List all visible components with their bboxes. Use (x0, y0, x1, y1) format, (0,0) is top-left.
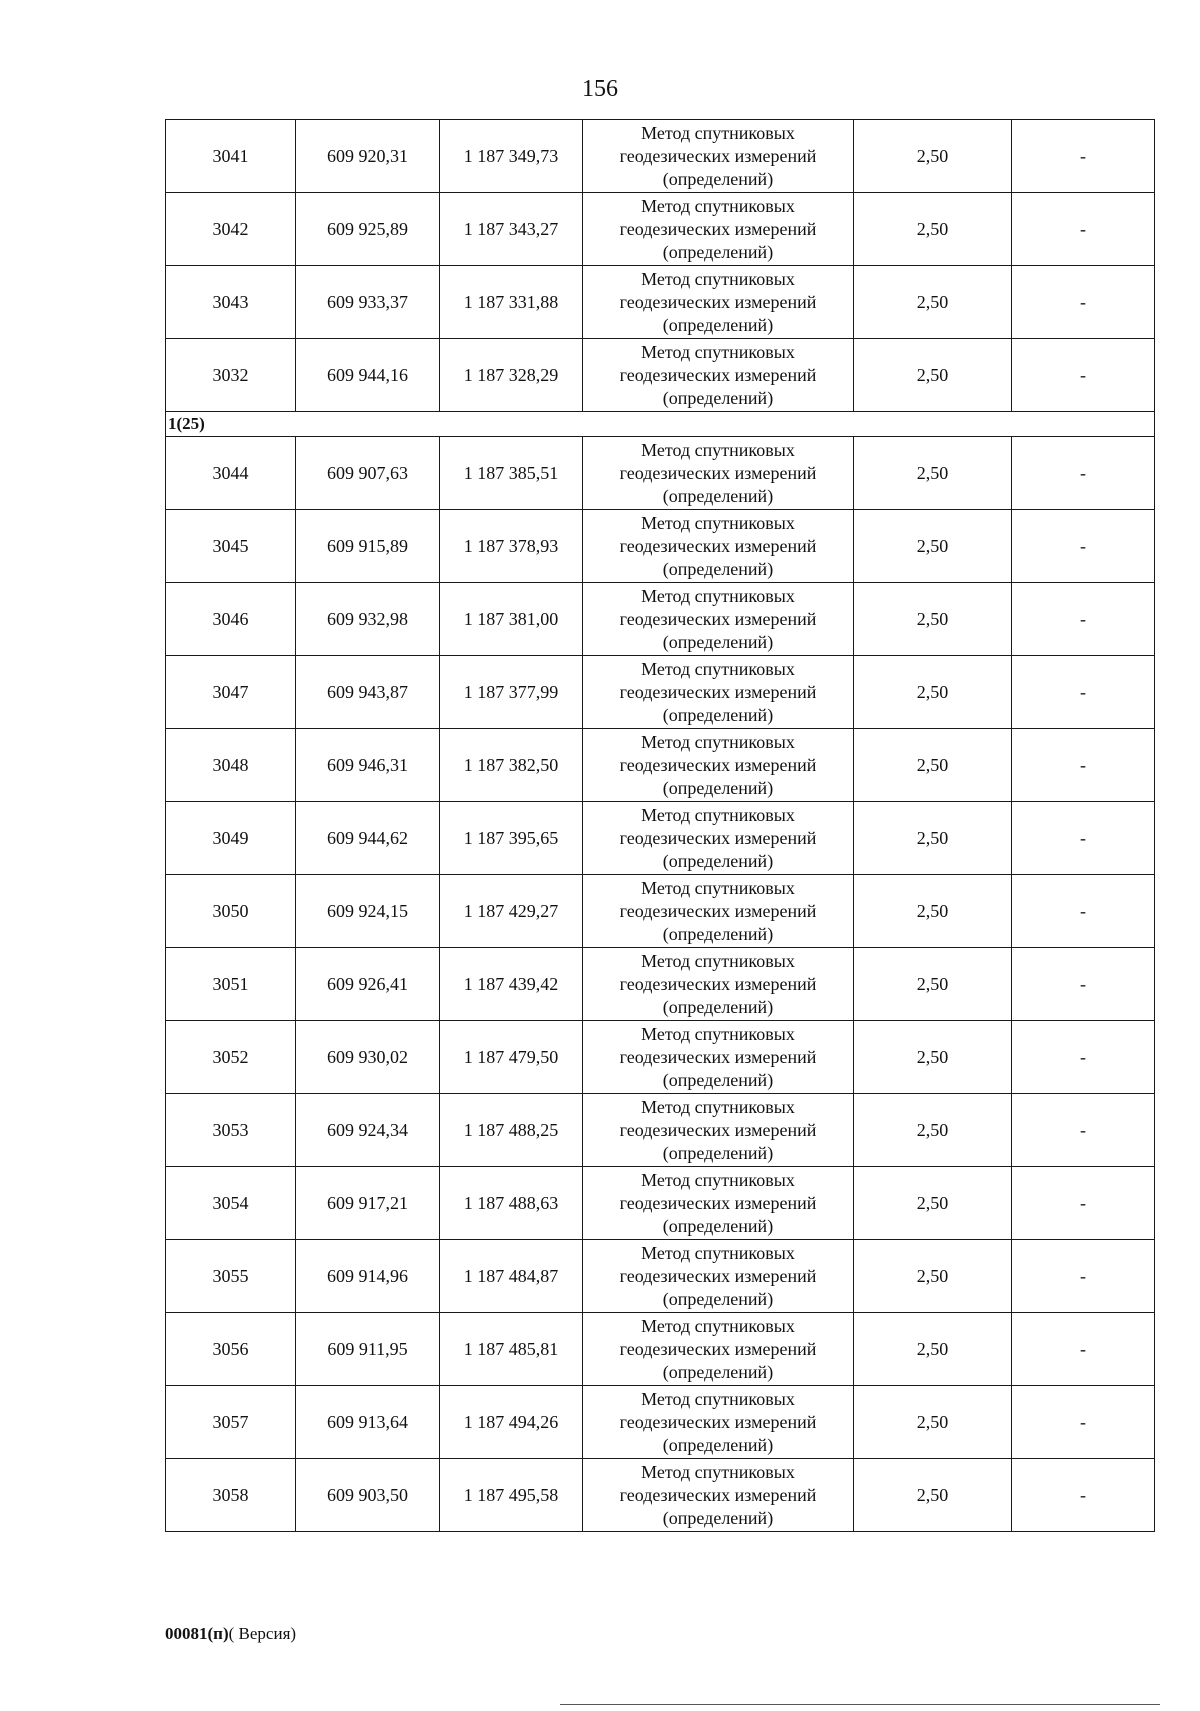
x-coordinate-cell: 609 930,02 (296, 1021, 440, 1094)
y-coordinate-cell: 1 187 343,27 (440, 193, 583, 266)
x-coordinate-cell: 609 917,21 (296, 1167, 440, 1240)
y-coordinate-cell: 1 187 349,73 (440, 120, 583, 193)
accuracy-cell: 2,50 (854, 120, 1012, 193)
method-line: Метод спутниковых (641, 268, 795, 289)
method-line: Метод спутниковых (641, 195, 795, 216)
accuracy-cell: 2,50 (854, 437, 1012, 510)
point-number-cell: 3041 (166, 120, 296, 193)
method-cell (583, 1313, 854, 1386)
accuracy-cell: 2,50 (854, 266, 1012, 339)
table-row (166, 339, 1155, 412)
method-line: геодезических измерений (619, 218, 817, 239)
accuracy-cell: 2,50 (854, 875, 1012, 948)
point-number-cell: 3042 (166, 193, 296, 266)
y-coordinate-cell: 1 187 479,50 (440, 1021, 583, 1094)
method-line: (определений) (662, 1215, 774, 1236)
note-cell: - (1012, 1240, 1155, 1313)
point-number-cell: 3049 (166, 802, 296, 875)
method-line: Метод спутниковых (641, 1242, 795, 1263)
page-number: 156 (582, 76, 618, 102)
method-line: геодезических измерений (619, 973, 817, 994)
method-line: (определений) (662, 241, 774, 262)
x-coordinate-cell: 609 924,15 (296, 875, 440, 948)
table-row (166, 729, 1155, 802)
point-number-cell: 3057 (166, 1386, 296, 1459)
table-row (166, 1313, 1155, 1386)
method-line: Метод спутниковых (641, 122, 795, 143)
method-line: (определений) (662, 558, 774, 579)
y-coordinate-cell: 1 187 485,81 (440, 1313, 583, 1386)
section-label: 1(25) (166, 412, 1155, 437)
y-coordinate-cell: 1 187 439,42 (440, 948, 583, 1021)
note-cell: - (1012, 1094, 1155, 1167)
y-coordinate-cell: 1 187 494,26 (440, 1386, 583, 1459)
y-coordinate-cell: 1 187 429,27 (440, 875, 583, 948)
x-coordinate-cell: 609 944,16 (296, 339, 440, 412)
method-cell (583, 339, 854, 412)
point-number-cell: 3055 (166, 1240, 296, 1313)
note-cell: - (1012, 266, 1155, 339)
x-coordinate-cell: 609 932,98 (296, 583, 440, 656)
method-line: Метод спутниковых (641, 1461, 795, 1482)
accuracy-cell: 2,50 (854, 583, 1012, 656)
accuracy-cell: 2,50 (854, 1167, 1012, 1240)
method-cell (583, 1386, 854, 1459)
method-cell (583, 656, 854, 729)
accuracy-cell: 2,50 (854, 656, 1012, 729)
accuracy-cell: 2,50 (854, 1094, 1012, 1167)
point-number-cell: 3053 (166, 1094, 296, 1167)
method-line: Метод спутниковых (641, 950, 795, 971)
point-number-cell: 3044 (166, 437, 296, 510)
x-coordinate-cell: 609 907,63 (296, 437, 440, 510)
x-coordinate-cell: 609 920,31 (296, 120, 440, 193)
y-coordinate-cell: 1 187 488,25 (440, 1094, 583, 1167)
method-line: (определений) (662, 850, 774, 871)
table-row (166, 437, 1155, 510)
method-line: (определений) (662, 996, 774, 1017)
y-coordinate-cell: 1 187 381,00 (440, 583, 583, 656)
method-line: геодезических измерений (619, 1119, 817, 1140)
x-coordinate-cell: 609 933,37 (296, 266, 440, 339)
method-cell (583, 193, 854, 266)
method-cell (583, 1094, 854, 1167)
method-cell (583, 1240, 854, 1313)
method-line: (определений) (662, 387, 774, 408)
note-cell: - (1012, 1167, 1155, 1240)
point-number-cell: 3054 (166, 1167, 296, 1240)
table-row (166, 583, 1155, 656)
x-coordinate-cell: 609 903,50 (296, 1459, 440, 1532)
accuracy-cell: 2,50 (854, 1386, 1012, 1459)
note-cell: - (1012, 1386, 1155, 1459)
table-row (166, 510, 1155, 583)
method-cell (583, 875, 854, 948)
y-coordinate-cell: 1 187 395,65 (440, 802, 583, 875)
note-cell: - (1012, 802, 1155, 875)
point-number-cell: 3048 (166, 729, 296, 802)
method-cell (583, 583, 854, 656)
x-coordinate-cell: 609 944,62 (296, 802, 440, 875)
table-row (166, 656, 1155, 729)
method-line: геодезических измерений (619, 462, 817, 483)
note-cell: - (1012, 510, 1155, 583)
coordinates-table-body (166, 120, 1155, 1532)
x-coordinate-cell: 609 915,89 (296, 510, 440, 583)
point-number-cell: 3051 (166, 948, 296, 1021)
method-line: геодезических измерений (619, 1046, 817, 1067)
x-coordinate-cell: 609 913,64 (296, 1386, 440, 1459)
table-row (166, 1167, 1155, 1240)
note-cell: - (1012, 875, 1155, 948)
point-number-cell: 3032 (166, 339, 296, 412)
method-line: Метод спутниковых (641, 1169, 795, 1190)
point-number-cell: 3052 (166, 1021, 296, 1094)
method-line: Метод спутниковых (641, 877, 795, 898)
x-coordinate-cell: 609 911,95 (296, 1313, 440, 1386)
method-line: (определений) (662, 1507, 774, 1528)
method-line: Метод спутниковых (641, 1388, 795, 1409)
method-line: (определений) (662, 314, 774, 335)
accuracy-cell: 2,50 (854, 1021, 1012, 1094)
method-cell (583, 120, 854, 193)
method-line: геодезических измерений (619, 1192, 817, 1213)
method-cell (583, 802, 854, 875)
method-line: Метод спутниковых (641, 658, 795, 679)
point-number-cell: 3045 (166, 510, 296, 583)
table-row (166, 1240, 1155, 1313)
y-coordinate-cell: 1 187 495,58 (440, 1459, 583, 1532)
method-line: (определений) (662, 1069, 774, 1090)
method-cell (583, 1167, 854, 1240)
method-line: геодезических измерений (619, 1338, 817, 1359)
y-coordinate-cell: 1 187 377,99 (440, 656, 583, 729)
note-cell: - (1012, 1313, 1155, 1386)
method-line: Метод спутниковых (641, 585, 795, 606)
method-line: (определений) (662, 777, 774, 798)
note-cell: - (1012, 1021, 1155, 1094)
table-row (166, 802, 1155, 875)
table-row (166, 1094, 1155, 1167)
accuracy-cell: 2,50 (854, 1313, 1012, 1386)
method-line: (определений) (662, 1142, 774, 1163)
x-coordinate-cell: 609 943,87 (296, 656, 440, 729)
y-coordinate-cell: 1 187 488,63 (440, 1167, 583, 1240)
method-cell (583, 948, 854, 1021)
point-number-cell: 3047 (166, 656, 296, 729)
point-number-cell: 3056 (166, 1313, 296, 1386)
accuracy-cell: 2,50 (854, 729, 1012, 802)
note-cell: - (1012, 193, 1155, 266)
method-line: (определений) (662, 1288, 774, 1309)
method-line: геодезических измерений (619, 754, 817, 775)
table-row (166, 875, 1155, 948)
table-row (166, 948, 1155, 1021)
note-cell: - (1012, 339, 1155, 412)
table-row (166, 266, 1155, 339)
document-footer (165, 1624, 296, 1644)
method-cell (583, 266, 854, 339)
method-cell (583, 510, 854, 583)
table-row (166, 1459, 1155, 1532)
accuracy-cell: 2,50 (854, 948, 1012, 1021)
method-line: (определений) (662, 168, 774, 189)
method-line: (определений) (662, 704, 774, 725)
method-line: геодезических измерений (619, 1411, 817, 1432)
note-cell: - (1012, 1459, 1155, 1532)
point-number-cell: 3058 (166, 1459, 296, 1532)
note-cell: - (1012, 437, 1155, 510)
method-line: геодезических измерений (619, 535, 817, 556)
point-number-cell: 3046 (166, 583, 296, 656)
y-coordinate-cell: 1 187 378,93 (440, 510, 583, 583)
method-line: геодезических измерений (619, 900, 817, 921)
coordinates-table (165, 119, 1155, 1532)
method-line: геодезических измерений (619, 681, 817, 702)
method-line: Метод спутниковых (641, 1096, 795, 1117)
method-line: (определений) (662, 1434, 774, 1455)
table-row (166, 193, 1155, 266)
x-coordinate-cell: 609 914,96 (296, 1240, 440, 1313)
section-row (166, 412, 1155, 437)
method-line: геодезических измерений (619, 608, 817, 629)
y-coordinate-cell: 1 187 331,88 (440, 266, 583, 339)
note-cell: - (1012, 583, 1155, 656)
method-line: Метод спутниковых (641, 1023, 795, 1044)
note-cell: - (1012, 120, 1155, 193)
y-coordinate-cell: 1 187 382,50 (440, 729, 583, 802)
method-line: геодезических измерений (619, 145, 817, 166)
accuracy-cell: 2,50 (854, 1459, 1012, 1532)
accuracy-cell: 2,50 (854, 193, 1012, 266)
document-code: 00081(п) (165, 1624, 229, 1643)
table-row (166, 120, 1155, 193)
x-coordinate-cell: 609 924,34 (296, 1094, 440, 1167)
method-cell (583, 1459, 854, 1532)
table-row (166, 1021, 1155, 1094)
table-row (166, 1386, 1155, 1459)
method-cell (583, 729, 854, 802)
method-line: геодезических измерений (619, 827, 817, 848)
x-coordinate-cell: 609 925,89 (296, 193, 440, 266)
method-line: (определений) (662, 485, 774, 506)
method-line: геодезических измерений (619, 291, 817, 312)
document-version: ( Версия) (228, 1624, 297, 1643)
x-coordinate-cell: 609 946,31 (296, 729, 440, 802)
accuracy-cell: 2,50 (854, 339, 1012, 412)
y-coordinate-cell: 1 187 484,87 (440, 1240, 583, 1313)
method-line: (определений) (662, 631, 774, 652)
method-line: (определений) (662, 1361, 774, 1382)
accuracy-cell: 2,50 (854, 510, 1012, 583)
method-line: Метод спутниковых (641, 804, 795, 825)
note-cell: - (1012, 948, 1155, 1021)
method-line: геодезических измерений (619, 364, 817, 385)
method-line: Метод спутниковых (641, 731, 795, 752)
method-line: Метод спутниковых (641, 512, 795, 533)
method-line: Метод спутниковых (641, 341, 795, 362)
method-line: Метод спутниковых (641, 439, 795, 460)
note-cell: - (1012, 656, 1155, 729)
point-number-cell: 3043 (166, 266, 296, 339)
method-line: (определений) (662, 923, 774, 944)
method-line: геодезических измерений (619, 1484, 817, 1505)
method-cell (583, 437, 854, 510)
method-cell (583, 1021, 854, 1094)
accuracy-cell: 2,50 (854, 1240, 1012, 1313)
method-line: геодезических измерений (619, 1265, 817, 1286)
y-coordinate-cell: 1 187 328,29 (440, 339, 583, 412)
point-number-cell: 3050 (166, 875, 296, 948)
y-coordinate-cell: 1 187 385,51 (440, 437, 583, 510)
footer-rule (560, 1704, 1160, 1705)
x-coordinate-cell: 609 926,41 (296, 948, 440, 1021)
note-cell: - (1012, 729, 1155, 802)
accuracy-cell: 2,50 (854, 802, 1012, 875)
method-line: Метод спутниковых (641, 1315, 795, 1336)
